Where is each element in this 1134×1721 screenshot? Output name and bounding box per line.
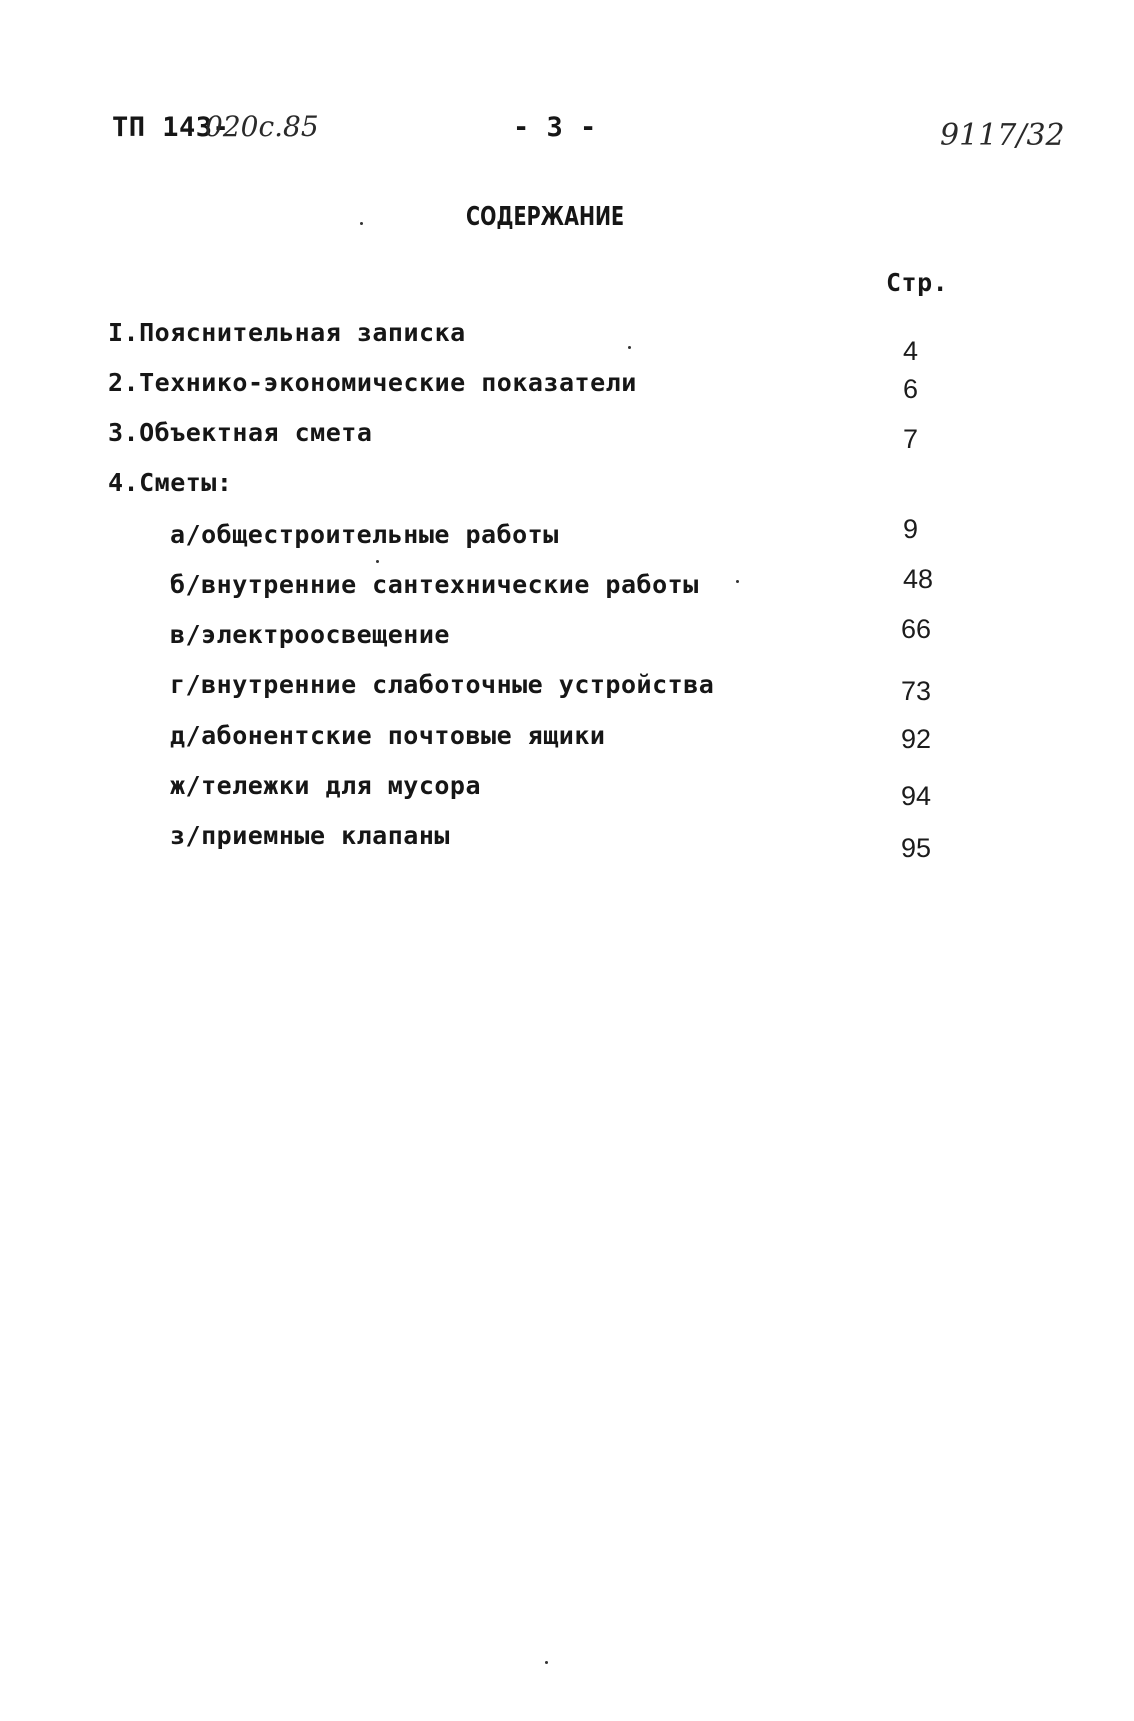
toc-entry-page: 92 (901, 724, 932, 754)
toc-entry-page: 7 (903, 424, 919, 454)
toc-entry-label: 3.Объектная смета (108, 418, 373, 447)
toc-entry-label: 4.Сметы: (108, 468, 233, 497)
toc-entry-label: 2.Технико-экономические показатели (108, 368, 637, 397)
toc-entry-page: 95 (901, 833, 932, 863)
toc-entry-label: б/внутренние сантехнические работы (170, 570, 699, 599)
scan-speck (376, 560, 379, 563)
document-code: ТП 143- (112, 112, 230, 143)
scan-speck (360, 222, 363, 225)
toc-entry-page: 48 (903, 564, 934, 594)
toc-entry-label: I.Пояснительная записка (108, 318, 466, 347)
toc-entry-page: 73 (901, 676, 932, 706)
toc-entry-label: ж/тележки для мусора (170, 771, 482, 800)
toc-entry-page: 66 (901, 614, 932, 644)
toc-entry-label: г/внутренние слаботочные устройства (170, 670, 715, 699)
toc-entry-page: 6 (903, 374, 919, 404)
toc-entry-page: 9 (903, 514, 919, 544)
document-code-handwritten: 020с.85 (205, 110, 319, 143)
toc-entry-label: д/абонентские почтовые ящики (170, 721, 606, 750)
toc-entry-page: 94 (901, 781, 932, 811)
toc-entry-label: в/электроосвещение (170, 620, 450, 649)
archive-number: 9117/32 (940, 118, 1065, 153)
toc-entry-page: 4 (903, 336, 919, 366)
scan-speck (628, 346, 631, 349)
toc-entry-label: а/общестроительные работы (170, 520, 559, 549)
page-title: СОДЕРЖАНИЕ (466, 202, 625, 232)
toc-entry-label: з/приемные клапаны (170, 821, 450, 850)
scan-speck (736, 580, 739, 583)
scan-speck (545, 1661, 548, 1664)
page-column-header: Стр. (886, 268, 949, 297)
page-number: - 3 - (513, 112, 597, 143)
